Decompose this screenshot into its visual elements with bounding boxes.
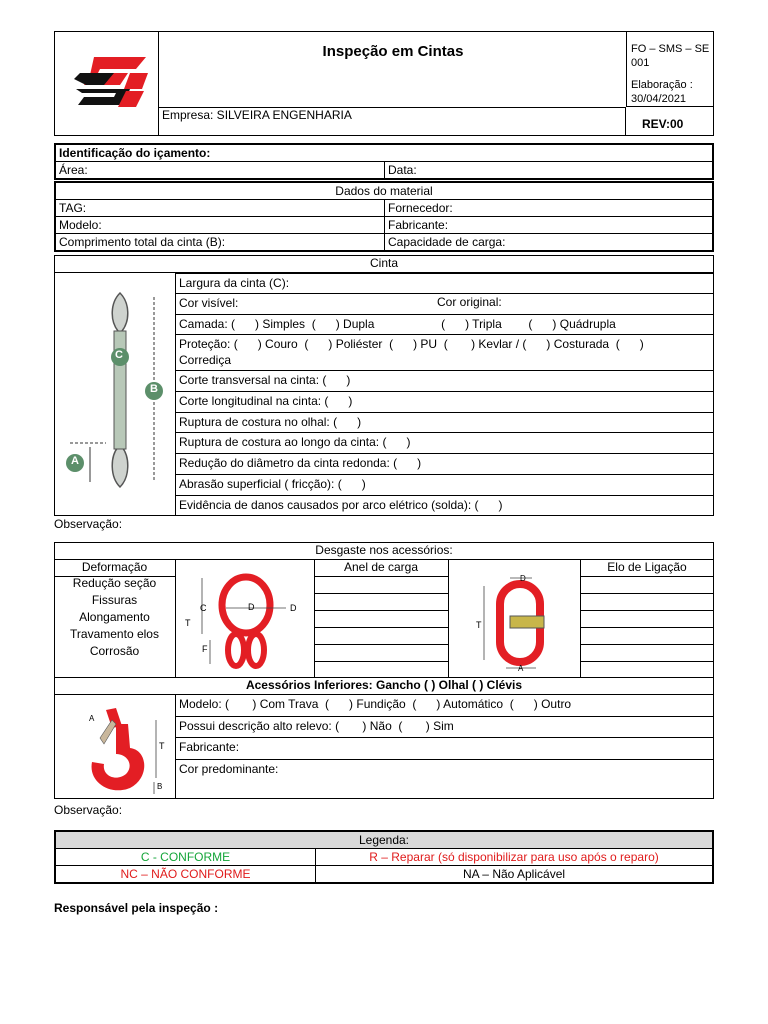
link-dim-a: A — [518, 664, 524, 673]
legend-table — [54, 830, 714, 884]
cinta-row-label: Cor visível: — [179, 296, 239, 310]
legend-title: Legenda: — [55, 831, 713, 849]
material-title: Dados do material — [55, 182, 713, 200]
identificacao-label: Identificação do içamento: — [55, 144, 713, 162]
revision: REV:00 — [642, 117, 684, 131]
identification-table — [54, 143, 714, 180]
hook-dim-b: B — [157, 782, 163, 791]
ring-dim-c: C — [200, 603, 207, 613]
grid-line — [580, 593, 714, 594]
legend-conforme: C - CONFORME — [55, 849, 316, 866]
col-divider-3 — [448, 559, 449, 677]
cinta-row-label: Evidência de danos causados por arco elétrico (solda): ( ) — [179, 498, 503, 512]
grid-line — [580, 610, 714, 611]
cinta-row[interactable] — [175, 391, 714, 413]
tag-field[interactable]: TAG: — [55, 200, 385, 217]
deformation-item: Fissuras — [91, 593, 138, 607]
material-table — [54, 181, 714, 252]
link-dim-t: T — [476, 620, 482, 630]
cinta-row[interactable] — [175, 334, 714, 371]
inferiores-row-label: Possui descrição alto relevo: ( ) Não ( ) Sim — [179, 719, 454, 733]
grid-line — [314, 644, 448, 645]
comprimento-field[interactable]: Comprimento total da cinta (B): — [55, 234, 385, 252]
company-logo — [64, 51, 154, 111]
cinta-row-label: Redução do diâmetro da cinta redonda: ( ) — [179, 456, 422, 470]
acessorios-title: Desgaste nos acessórios: — [315, 543, 453, 557]
inferiores-title: Acessórios Inferiores: Gancho ( ) Olhal ( ) Clévis — [245, 678, 523, 692]
grid-line — [580, 576, 714, 577]
deformation-item: Corrosão — [89, 644, 140, 658]
legend-reparar: R – Reparar (só disponibilizar para uso após o reparo) — [316, 849, 714, 866]
grid-line — [580, 627, 714, 628]
hook-dim-t: T — [159, 741, 165, 751]
cinta-row[interactable] — [175, 495, 714, 517]
capacidade-field[interactable]: Capacidade de carga: — [385, 234, 714, 252]
logo-cell — [54, 31, 159, 136]
cinta-title: Cinta — [369, 256, 398, 270]
fornecedor-field[interactable]: Fornecedor: — [385, 200, 714, 217]
observacao-1: Observação: — [54, 517, 123, 531]
cinta-row[interactable] — [175, 412, 714, 433]
cinta-row-label: Ruptura de costura ao longo da cinta: ( ) — [179, 435, 411, 449]
grid-line — [314, 661, 448, 662]
data-field[interactable]: Data: — [385, 162, 714, 180]
cinta-row-label: Proteção: ( ) Couro ( ) Poliéster ( ) PU ( ) Kevlar / ( ) Costurada ( ) — [179, 337, 644, 351]
cinta-row-label: Corte transversal na cinta: ( ) — [179, 373, 351, 387]
master-ring-figure — [190, 570, 310, 674]
ring-dim-f: F — [202, 644, 208, 654]
grid-line — [314, 593, 448, 594]
cinta-row-label: Ruptura de costura no olhal: ( ) — [179, 415, 362, 429]
deformacao-header: Deformação — [81, 560, 148, 574]
cinta-row[interactable] — [175, 474, 714, 496]
cinta-row[interactable] — [175, 370, 714, 392]
inferiores-row[interactable] — [175, 695, 714, 716]
cinta-row-label: Corte longitudinal na cinta: ( ) — [179, 394, 353, 408]
fig-label-c: C — [115, 349, 123, 361]
anel-header: Anel de carga — [343, 560, 419, 574]
company-label: Empresa: SILVEIRA ENGENHARIA — [162, 108, 352, 122]
area-field[interactable]: Área: — [55, 162, 385, 180]
ring-dim-d: D — [248, 602, 255, 612]
deformation-item: Alongamento — [79, 610, 150, 624]
grid-line — [314, 576, 448, 577]
cinta-row-label: Abrasão superficial ( fricção): ( ) — [179, 477, 366, 491]
protecao-continued: Corrediça — [179, 353, 232, 367]
fig-label-a: A — [71, 455, 79, 467]
connecting-link-figure — [470, 574, 580, 674]
grid-line — [314, 610, 448, 611]
legend-nao-aplicavel: NA – Não Aplicável — [316, 866, 714, 884]
doc-code: FO – SMS – SE 001 — [631, 43, 710, 69]
grid-line — [580, 644, 714, 645]
elo-header: Elo de Ligação — [607, 560, 687, 574]
cinta-row-label: Largura da cinta (C): — [179, 276, 290, 290]
cinta-row[interactable] — [175, 432, 714, 454]
cinta-row[interactable] — [175, 314, 714, 335]
inferiores-row-label: Fabricante: — [179, 740, 240, 754]
cinta-row-label: Camada: ( ) Simples ( ) Dupla ( ) Tripla ( ) Quádrupla — [179, 317, 616, 331]
grid-line — [54, 576, 175, 577]
observacao-2: Observação: — [54, 803, 123, 817]
inferiores-row-label: Cor predominante: — [179, 762, 279, 776]
inferiores-row[interactable] — [175, 716, 714, 738]
deformation-item: Redução seção — [72, 576, 157, 590]
hook-dim-a: A — [89, 714, 95, 723]
inferiores-row[interactable] — [175, 737, 714, 760]
legend-nao-conforme: NC – NÃO CONFORME — [55, 866, 316, 884]
elaboracao-label: Elaboração : — [631, 79, 693, 91]
deformation-item: Travamento elos — [70, 627, 159, 641]
grid-line — [314, 627, 448, 628]
cinta-row[interactable] — [175, 453, 714, 475]
fabricante-field[interactable]: Fabricante: — [385, 217, 714, 234]
cor-original-label: Cor original: — [437, 295, 502, 309]
ring-dim-t: T — [185, 618, 191, 628]
fig-label-b: B — [150, 383, 158, 395]
cinta-row[interactable] — [175, 273, 714, 294]
responsavel-label: Responsável pela inspeção : — [54, 901, 219, 915]
col-divider-1 — [175, 559, 176, 677]
modelo-field[interactable]: Modelo: — [55, 217, 385, 234]
page-title: Inspeção em Cintas — [322, 43, 464, 60]
inferiores-row-label: Modelo: ( ) Com Trava ( ) Fundição ( ) Automático ( ) Outro — [179, 697, 572, 711]
link-dim-d: D — [520, 574, 526, 583]
inferiores-row[interactable] — [175, 759, 714, 800]
ring-dim-d2: D — [290, 603, 297, 613]
grid-line — [580, 661, 714, 662]
elaboracao-date: 30/04/2021 — [631, 93, 687, 105]
